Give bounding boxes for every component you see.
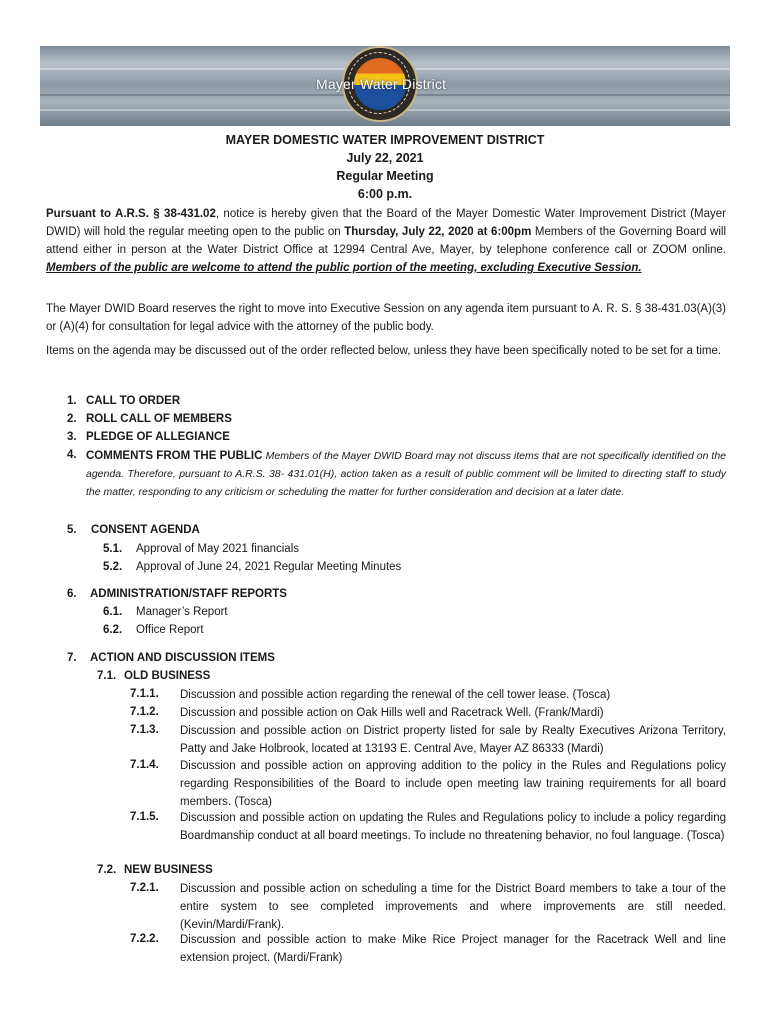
agenda-item-action: ACTION AND DISCUSSION ITEMS [90,652,275,664]
old-item-wells: Discussion and possible action on Oak Hills well and Racetrack Well. (Frank/Mardi) [180,707,604,719]
subitem-minutes: Approval of June 24, 2021 Regular Meeting Minutes [136,561,402,573]
subitem-number: 7.1.3. [130,724,159,736]
agenda-item-consent: CONSENT AGENDA [91,524,200,536]
subitem-number: 7.2.1. [130,882,159,894]
agenda-item-pledge: PLEDGE OF ALLEGIANCE [86,431,230,443]
agenda-item-public-comments [86,447,726,501]
subitem-number: 7.1.1. [130,688,159,700]
banner-title: Mayer Water District [316,76,447,92]
new-item-project-manager: Discussion and possible action to make Mike Rice Project manager for the Racetrack Well and line extension project. (Mardi/Frank) [180,934,726,964]
subitem-number: 5.2. [103,561,123,573]
section-number: 7.1. [97,670,117,682]
item-number: 5. [67,524,77,536]
item-number: 3. [67,431,77,443]
public-comments-label: COMMENTS FROM THE PUBLIC [86,450,263,462]
subitem-financials: Approval of May 2021 financials [136,543,300,555]
notice-text-2: Members of the Governing Board will attend either in person at the Water District Office at 12994 Central Ave, Mayer, by telephone conference call or ZOOM online. [46,226,726,256]
public-comments-note: Members of the Mayer DWID Board may not discuss items that are not specifically identified on the agenda. Therefore, pursuant to A.R.S. 38- 431.01(H), action taken as a result of public comment will be limited to directing staff to study the matter, responding to any criticism or scheduling the matter for further consideration and decision at a later date. [86,450,726,498]
org-title: MAYER DOMESTIC WATER IMPROVEMENT DISTRICT [225,133,545,147]
meeting-type: Regular Meeting [336,169,434,183]
new-business-heading: NEW BUSINESS [124,864,213,876]
item-number: 7. [67,652,77,664]
agenda-item-call-to-order: CALL TO ORDER [86,395,181,407]
item-number: 4. [67,449,77,461]
old-item-training-policy: Discussion and possible action on approving addition to the policy in the Rules and Regulations policy regarding Responsibilities of the Board to include open meeting law training requirements for all board members. (Tosca) [180,760,726,808]
subitem-number: 7.1.5. [130,811,159,823]
old-item-cell-tower: Discussion and possible action regarding the renewal of the cell tower lease. (Tosca) [180,689,611,701]
new-item-system-tour: Discussion and possible action on scheduling a time for the District Board members to take a tour of the entire system to see completed improvements and where improvements are still needed. (Kevin/Mardi/Frank). [180,883,726,931]
item-number: 1. [67,395,77,407]
statute-reference: Pursuant to A.R.S. § 38-431.02 [46,208,216,220]
subitem-office-report: Office Report [136,624,204,636]
item-number: 6. [67,588,77,600]
meeting-datetime: Thursday, July 22, 2020 at 6:00pm [344,226,532,238]
agenda-item-roll-call: ROLL CALL OF MEMBERS [86,413,232,425]
notice-text: , notice is hereby given that the Board of the Mayer Domestic Water Improvement District (Mayer DWID) will hold the regular meeting open to the public on [46,208,727,238]
agenda-order-paragraph: Items on the agenda may be discussed out of the order reflected below, unless they have been specifically noted to be set for a time. [46,345,722,357]
subitem-number: 7.1.2. [130,706,159,718]
old-business-heading: OLD BUSINESS [124,670,211,682]
subitem-managers-report: Manager’s Report [136,606,228,618]
section-number: 7.2. [97,864,117,876]
meeting-time: 6:00 p.m. [357,187,413,201]
subitem-number: 7.1.4. [130,759,159,771]
subitem-number: 7.2.2. [130,933,159,945]
subitem-number: 5.1. [103,543,123,555]
item-number: 2. [67,413,77,425]
subitem-number: 6.2. [103,624,123,636]
old-item-property-sale: Discussion and possible action on District property listed for sale by Realty Executives Arizona Territory, Patty and Jake Holbrook, located at 13193 E. Central Ave, Mayer AZ 86333 (Mardi) [180,725,726,755]
old-item-boardmanship: Discussion and possible action on updating the Rules and Regulations policy to include a policy regarding Boardmanship conduct at all board meetings. To include no threatening behavior, no foul language. (Tosca) [180,812,726,842]
subitem-number: 6.1. [103,606,123,618]
public-welcome-note: Members of the public are welcome to attend the public portion of the meeting, excluding Executive Session. [46,262,642,274]
executive-session-paragraph: The Mayer DWID Board reserves the right to move into Executive Session on any agenda item pursuant to A. R. S. § 38-431.03(A)(3) or (A)(4) for consultation for legal advice with the attorney of the public body. [46,303,726,333]
agenda-item-reports: ADMINISTRATION/STAFF REPORTS [90,588,287,600]
meeting-date: July 22, 2021 [346,151,424,165]
notice-paragraph [46,205,726,277]
